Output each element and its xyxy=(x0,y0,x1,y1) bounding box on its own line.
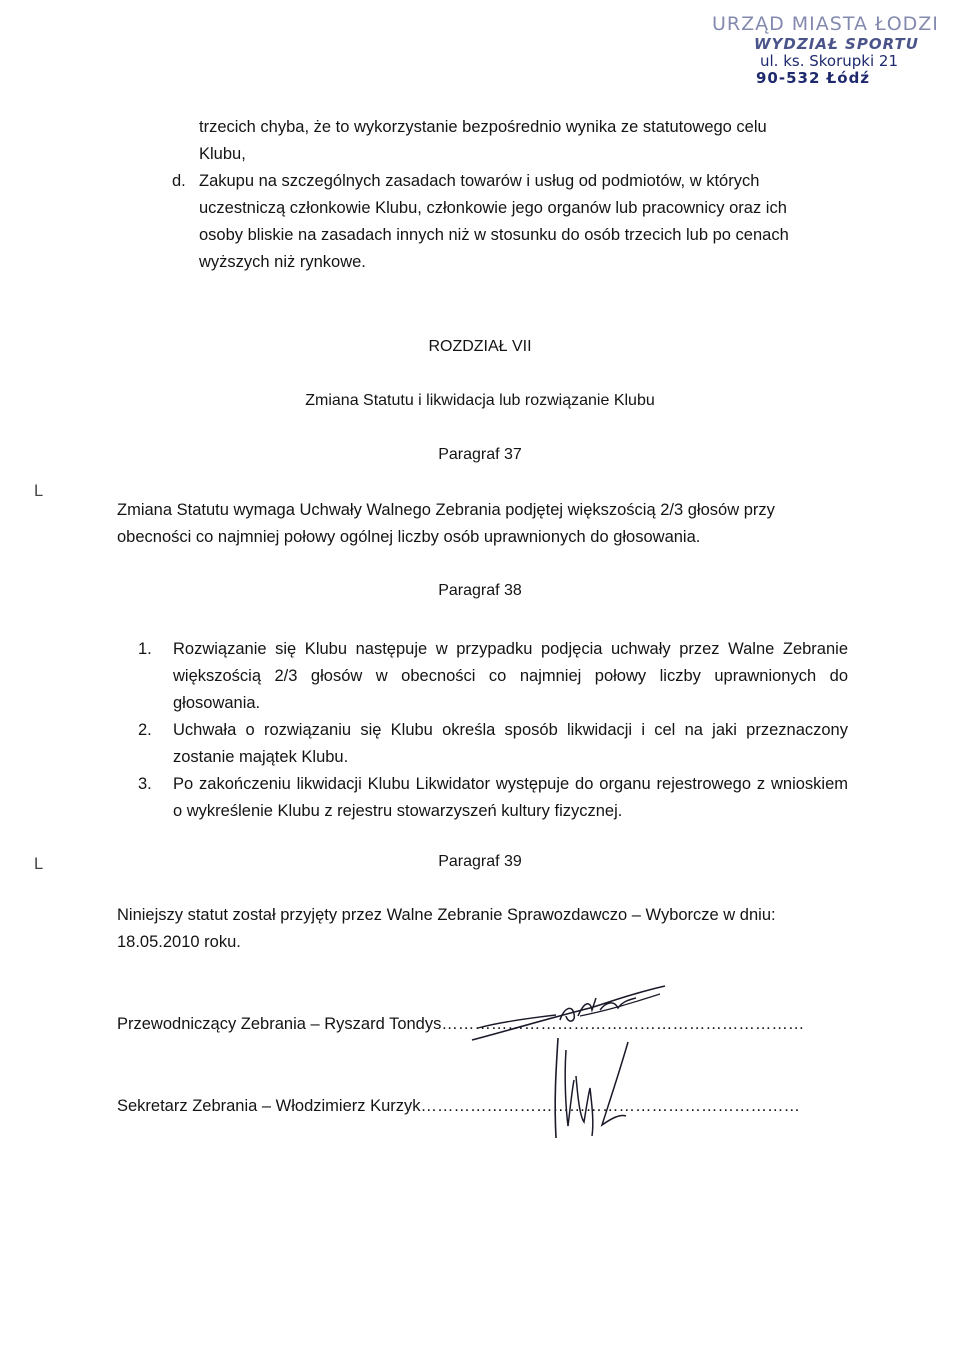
paragraph-38-heading: Paragraf 38 xyxy=(438,582,522,599)
intro-continuation-line-2: Klubu, xyxy=(199,145,246,163)
office-stamp xyxy=(712,14,952,88)
chapter-subtitle: Zmiana Statutu i likwidacja lub rozwiązanie Klubu xyxy=(305,392,655,409)
paragraph-37-line-1: Zmiana Statutu wymaga Uchwały Walnego Zebrania podjętej większością 2/3 głosów przy xyxy=(117,501,775,519)
item-number: 2. xyxy=(138,721,152,739)
stamp-street: ul. ks. Skorupki 21 xyxy=(760,52,899,71)
list-item-d-line-2: uczestniczą członkowie Klubu, członkowie jego organów lub pracownicy oraz ich xyxy=(199,199,787,217)
margin-mark: L xyxy=(34,855,44,873)
chair-signature-line: Przewodniczący Zebrania – Ryszard Tondys………………………………………………………… xyxy=(117,1015,805,1033)
item-text: Rozwiązanie się Klubu następuje w przypadku podjęcia uchwały przez Walne Zebranie większością 2/3 głosów w obecności co najmniej połowy liczby uprawnionych do głosowania. xyxy=(173,640,848,712)
list-item-d-line-4: wyższych niż rynkowe. xyxy=(199,253,366,271)
item-text: Po zakończeniu likwidacji Klubu Likwidator występuje do organu rejestrowego z wnioskiem o wykreślenie Klubu z rejestru stowarzyszeń kultury fizycznej. xyxy=(173,775,848,820)
stamp-department: WYDZIAŁ SPORTU xyxy=(754,34,919,53)
item-number: 3. xyxy=(138,775,152,793)
item-text: Uchwała o rozwiązaniu się Klubu określa sposób likwidacji i cel na jaki przeznaczony zostanie majątek Klubu. xyxy=(173,721,848,766)
margin-mark: L xyxy=(34,482,44,500)
paragraph-38-item xyxy=(138,717,848,771)
paragraph-37-line-2: obecności co najmniej połowy ogólnej liczby osób uprawnionych do głosowania. xyxy=(117,528,701,546)
list-item-d-line-1: Zakupu na szczególnych zasadach towarów i usług od podmiotów, w których xyxy=(199,172,760,190)
paragraph-38-item xyxy=(138,636,848,717)
paragraph-39-line-2: 18.05.2010 roku. xyxy=(117,933,241,951)
paragraph-38-item xyxy=(138,771,848,825)
paragraph-39-heading: Paragraf 39 xyxy=(438,853,522,870)
intro-continuation-line-1: trzecich chyba, że to wykorzystanie bezpośrednio wynika ze statutowego celu xyxy=(199,118,767,136)
secretary-signature-line: Sekretarz Zebrania – Włodzimierz Kurzyk…………………………………………………………… xyxy=(117,1097,801,1115)
list-item-d-marker: d. xyxy=(172,172,186,190)
paragraph-39-line-1: Niniejszy statut został przyjęty przez Walne Zebranie Sprawozdawczo – Wyborcze w dniu: xyxy=(117,906,776,924)
secretary-handwritten-signature xyxy=(540,1030,640,1145)
paragraph-37-heading: Paragraf 37 xyxy=(438,446,522,463)
stamp-postal-code: 90-532 Łódź xyxy=(756,69,871,88)
item-number: 1. xyxy=(138,640,152,658)
chapter-title: ROZDZIAŁ VII xyxy=(428,338,532,355)
stamp-office-name: URZĄD MIASTA ŁODZI xyxy=(712,13,939,35)
list-item-d-line-3: osoby bliskie na zasadach innych niż w stosunku do osób trzecich lub po cenach xyxy=(199,226,789,244)
